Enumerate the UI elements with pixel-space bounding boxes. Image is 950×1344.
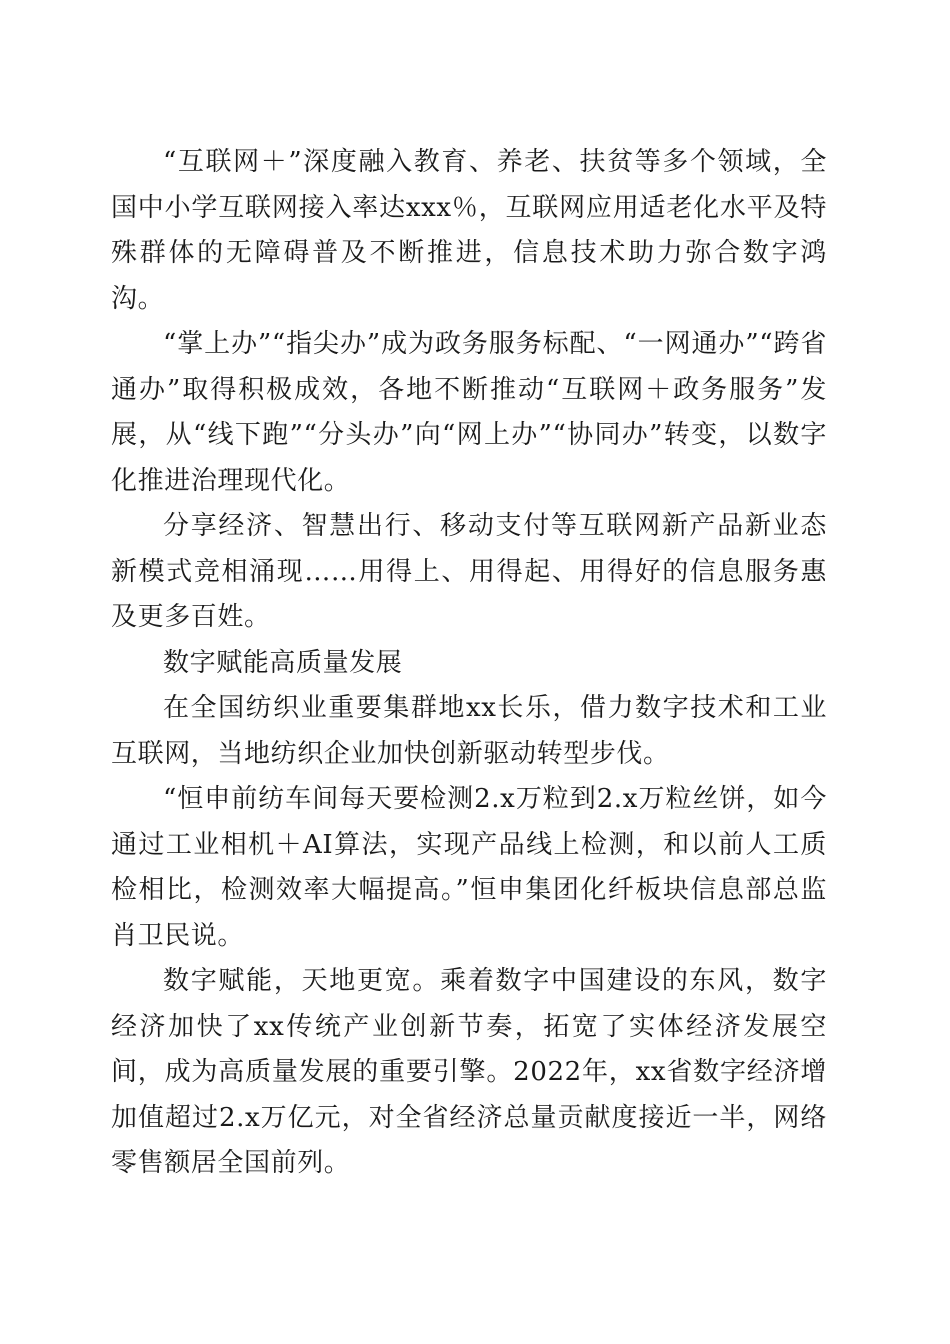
paragraph-government-services: “掌上办”“指尖办”成为政务服务标配、“一网通办”“跨省通办”取得积极成效，各地不断推动“互联网＋政务服务”发展，从“线下跑”“分头办”向“网上办”“协同办”转变，以数字化推进治理现代化。: [111, 329, 827, 496]
section-heading: 数字赋能高质量发展: [163, 647, 403, 678]
paragraph-quote: “恒申前纺车间每天要检测2.x万粒到2.x万粒丝饼，如今通过工业相机＋AI算法，实现产品线上检测，和以前人工质检相比，检测效率大幅提高。”恒申集团化纤板块信息部总监肖卫民说。: [111, 784, 827, 951]
paragraph-new-business: 分享经济、智慧出行、移动支付等互联网新产品新业态新模式竞相涌现……用得上、用得起、用得好的信息服务惠及更多百姓。: [111, 511, 827, 632]
document-body: [111, 140, 827, 1187]
paragraph-textile-industry: 在全国纺织业重要集群地xx长乐，借力数字技术和工业互联网，当地纺织企业加快创新驱动转型步伐。: [111, 693, 827, 769]
paragraph-digital-economy: 数字赋能，天地更宽。乘着数字中国建设的东风，数字经济加快了xx传统产业创新节奏，拓宽了实体经济发展空间，成为高质量发展的重要引擎。2022年，xx省数字经济增加值超过2.x万亿元，对全省经济总量贡献度接近一半，网络零售额居全国前列。: [111, 966, 827, 1178]
paragraph-internet-plus: “互联网＋”深度融入教育、养老、扶贫等多个领域，全国中小学互联网接入率达xxx％，互联网应用适老化水平及特殊群体的无障碍普及不断推进，信息技术助力弥合数字鸿沟。: [111, 147, 827, 314]
